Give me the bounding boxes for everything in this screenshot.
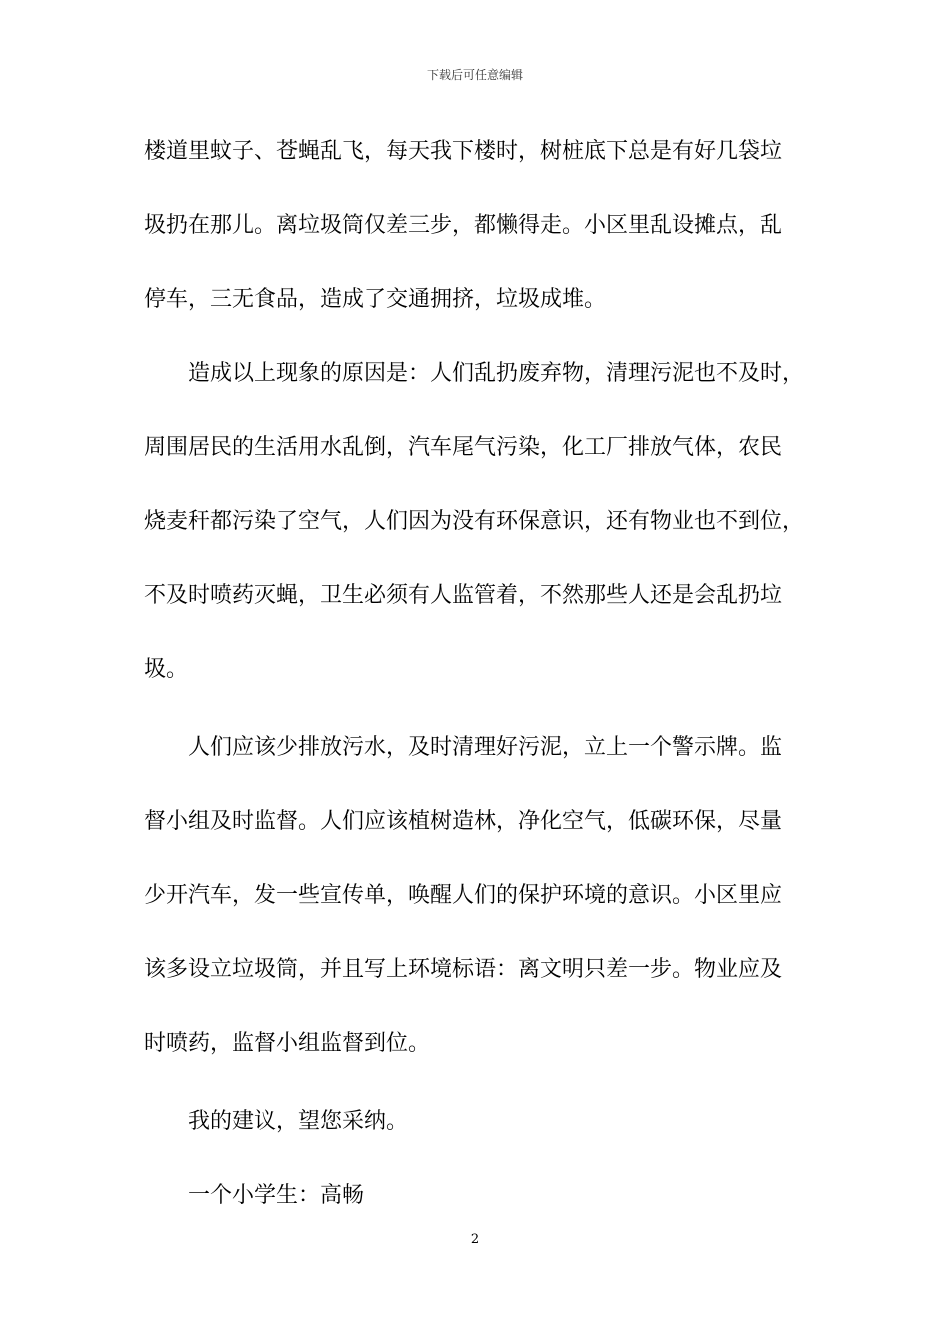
body-line: 楼道里蚊子、苍蝇乱飞，每天我下楼时，树桩底下总是有好几袋垃 [144,139,783,164]
paragraph-first-line: 造成以上现象的原因是：人们乱扔废弃物，清理污泥也不及时， [188,361,805,386]
body-line: 圾扔在那儿。离垃圾筒仅差三步，都懒得走。小区里乱设摊点，乱 [144,213,783,238]
page-number: 2 [470,1232,480,1247]
body-line: 该多设立垃圾筒，并且写上环境标语：离文明只差一步。物业应及 [144,957,783,982]
body-line: 不及时喷药灭蝇，卫生必须有人监管着，不然那些人还是会乱扔垃 [144,583,783,608]
body-line: 督小组及时监督。人们应该植树造林，净化空气，低碳环保，尽量 [144,809,783,834]
closing-line: 我的建议，望您采纳。 [188,1109,409,1134]
body-line: 圾。 [144,657,189,682]
body-line: 少开汽车，发一些宣传单，唤醒人们的保护环境的意识。小区里应 [144,883,783,908]
page-header: 下载后可任意编辑 [426,68,523,82]
body-line: 周围居民的生活用水乱倒，汽车尾气污染，化工厂排放气体，农民 [144,435,783,460]
body-line: 停车，三无食品，造成了交通拥挤，垃圾成堆。 [144,287,607,312]
paragraph-first-line: 人们应该少排放污水，及时清理好污泥，立上一个警示牌。监 [188,735,783,760]
body-line: 烧麦秆都污染了空气，人们因为没有环保意识，还有物业也不到位， [144,509,805,534]
body-line: 时喷药，监督小组监督到位。 [144,1031,431,1056]
signature-line: 一个小学生：高畅 [188,1183,365,1208]
